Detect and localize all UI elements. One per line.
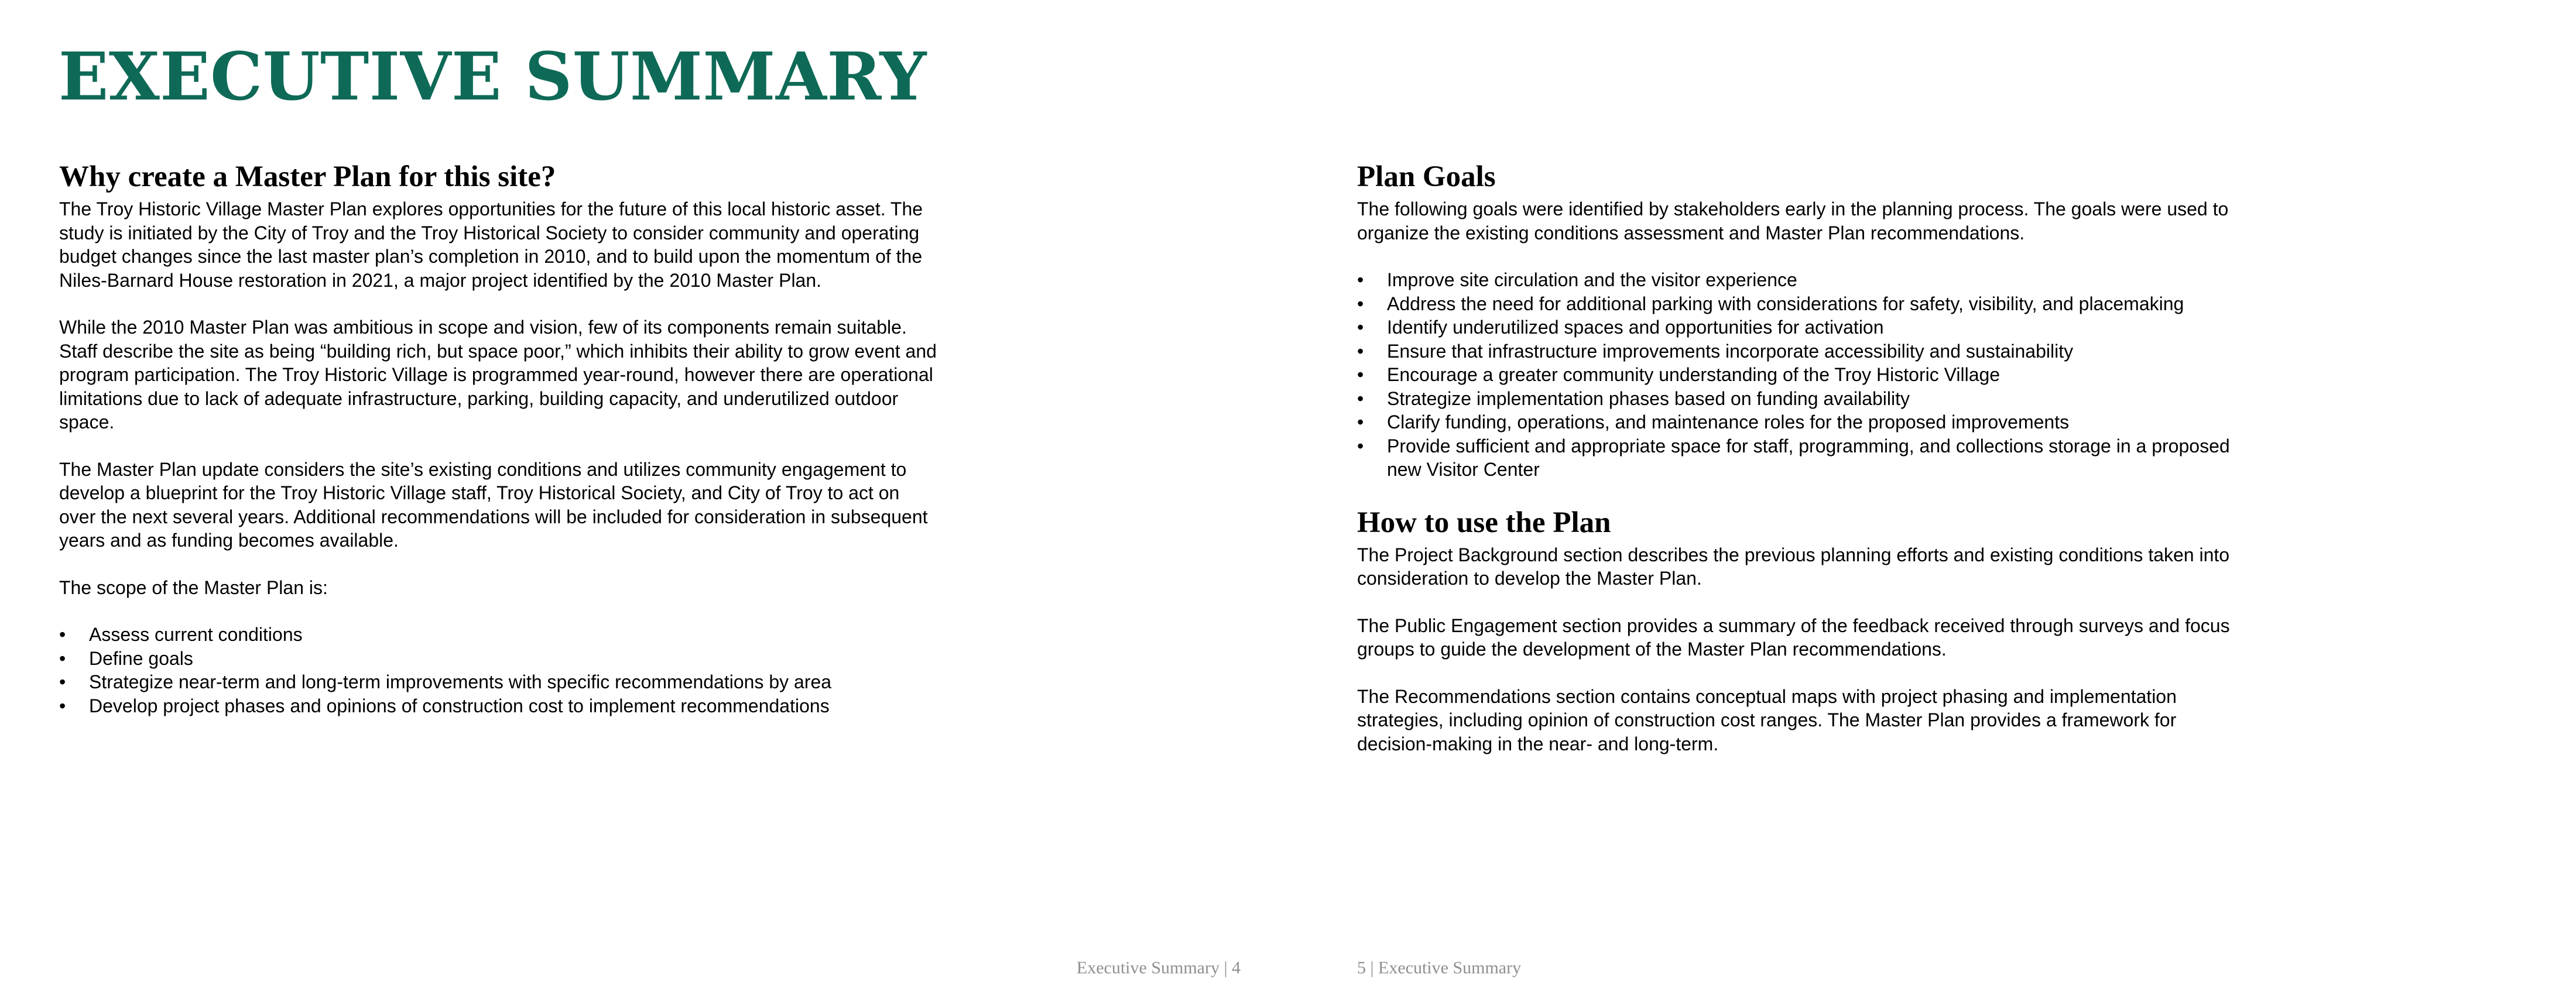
bullet-icon: • bbox=[1357, 411, 1364, 433]
bullet-icon: • bbox=[59, 695, 66, 716]
scope-item-text: Strategize near-term and long-term improvements with specific recommendations by area bbox=[89, 671, 832, 693]
goal-list-item bbox=[1357, 292, 2235, 316]
left-paragraph: The Master Plan update considers the site’s existing conditions and utilizes community engagement to develop a blueprint for the Troy Historic Village staff, Troy Historical Society, and City of Troy to act on over the next several years. Additional recommendations will be included for consideration in subsequent years and as funding becomes available. bbox=[59, 458, 928, 551]
bullet-icon: • bbox=[1357, 293, 1364, 314]
scope-list-item bbox=[59, 647, 937, 671]
bullet-icon: • bbox=[1357, 435, 1364, 457]
scope-intro: The scope of the Master Plan is: bbox=[59, 577, 328, 598]
bullet-icon: • bbox=[59, 671, 66, 693]
scope-list bbox=[59, 623, 937, 718]
goals-list bbox=[1357, 268, 2235, 482]
bullet-icon: • bbox=[1357, 340, 1364, 362]
goal-list-item bbox=[1357, 387, 2235, 411]
howto-paragraph: The Recommendations section contains conceptual maps with project phasing and implementation strategies, including opinion of construction cost ranges. The Master Plan provides a framework for decision-making in the near- and long-term. bbox=[1357, 685, 2177, 754]
goal-text: Identify underutilized spaces and opportunities for activation bbox=[1387, 317, 1884, 338]
goal-text: Ensure that infrastructure improvements incorporate accessibility and sustainability bbox=[1387, 340, 2074, 362]
goal-text: Encourage a greater community understanding of the Troy Historic Village bbox=[1387, 364, 2000, 386]
howto-paragraph: The Project Background section describes the previous planning efforts and existing conditions taken into consideration to develop the Master Plan. bbox=[1357, 544, 2230, 589]
bullet-icon: • bbox=[1357, 364, 1364, 386]
goal-text: Provide sufficient and appropriate space for staff, programming, and collections storage in a proposed new Visitor Center bbox=[1387, 435, 2230, 481]
goal-text: Clarify funding, operations, and maintenance roles for the proposed improvements bbox=[1387, 411, 2070, 433]
goal-list-item bbox=[1357, 339, 2235, 363]
howto-paragraph: The Public Engagement section provides a summary of the feedback received through surveys and focus groups to guide the development of the Master Plan recommendations. bbox=[1357, 615, 2230, 660]
goal-list-item bbox=[1357, 363, 2235, 387]
scope-list-item bbox=[59, 694, 937, 718]
bullet-icon: • bbox=[1357, 317, 1364, 338]
footer-right-page-number: 5 | Executive Summary bbox=[1357, 958, 1522, 977]
scope-item-text: Define goals bbox=[89, 647, 193, 669]
goal-list-item bbox=[1357, 410, 2235, 434]
bullet-icon: • bbox=[59, 647, 66, 669]
scope-item-text: Develop project phases and opinions of construction cost to implement recommendations bbox=[89, 695, 830, 716]
right-column bbox=[1357, 159, 2235, 779]
goal-list-item bbox=[1357, 434, 2235, 482]
page-title: EXECUTIVE SUMMARY bbox=[59, 39, 927, 115]
goal-text: Strategize implementation phases based on funding availability bbox=[1387, 387, 1910, 409]
goal-list-item bbox=[1357, 268, 2235, 292]
left-paragraph: While the 2010 Master Plan was ambitious in scope and vision, few of its components remain suitable. Staff describe the site as being “building rich, but space poor,” which inhibits their ability to grow event and program participation. The Troy Historic Village is programmed year-round, however there are operational limitations due to lack of adequate infrastructure, parking, building capacity, and underutilized outdoor space. bbox=[59, 317, 937, 433]
goal-list-item bbox=[1357, 315, 2235, 339]
why-heading: Why create a Master Plan for this site? bbox=[59, 160, 556, 193]
plan-goals-heading: Plan Goals bbox=[1357, 160, 1496, 193]
scope-item-text: Assess current conditions bbox=[89, 624, 303, 646]
scope-list-item bbox=[59, 623, 937, 647]
left-paragraph: The Troy Historic Village Master Plan explores opportunities for the future of this local historic asset. The study is initiated by the City of Troy and the Troy Historical Society to consider community and operating budget changes since the last master plan’s completion in 2010, and to build upon the momentum of the Niles-Barnard House restoration in 2021, a major project identified by the 2010 Master Plan. bbox=[59, 198, 923, 291]
bullet-icon: • bbox=[1357, 269, 1364, 291]
how-to-use-heading: How to use the Plan bbox=[1357, 506, 1611, 539]
left-column bbox=[59, 159, 937, 741]
goals-intro: The following goals were identified by stakeholders early in the planning process. The goals were used to organize the existing conditions assessment and Master Plan recommendations. bbox=[1357, 198, 2229, 243]
goal-text: Address the need for additional parking with considerations for safety, visibility, and placemaking bbox=[1387, 293, 2184, 314]
bullet-icon: • bbox=[1357, 387, 1364, 409]
footer-left-page-number: Executive Summary | 4 bbox=[1076, 958, 1241, 977]
bullet-icon: • bbox=[59, 624, 66, 646]
scope-list-item bbox=[59, 670, 937, 694]
goal-text: Improve site circulation and the visitor experience bbox=[1387, 269, 1797, 291]
